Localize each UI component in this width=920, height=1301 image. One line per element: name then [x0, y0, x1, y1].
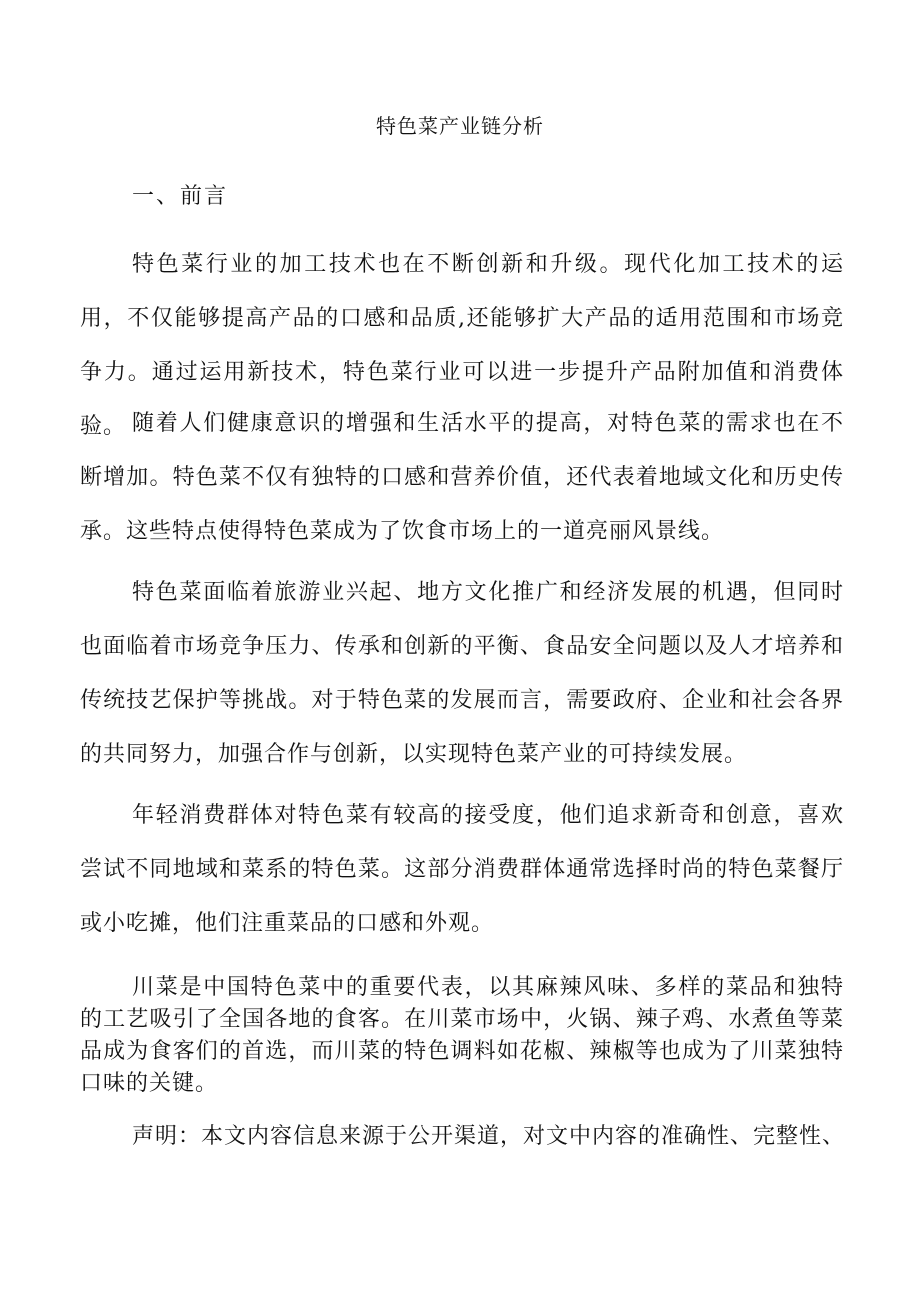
section-heading: 一、前言: [132, 184, 229, 209]
paragraph-disclaimer: 声明：本文内容信息来源于公开渠道，对文中内容的准确性、完整性、: [132, 1124, 846, 1149]
paragraph-sichuan-cuisine: 川菜是中国特色菜中的重要代表，以其麻辣风味、多样的菜品和独特的工艺吸引了全国各地的食客。在川菜市场中，火锅、辣子鸡、水煮鱼等菜品成为食客们的首选，而川菜的特色调料如花椒、辣椒等也成为了川菜独特口味的关键。: [80, 975, 844, 1096]
paragraph-demand-growth: 随着人们健康意识的增强和生活水平的提高，对特色菜的需求也在不断增加。特色菜不仅有独特的口感和营养价值，还代表着地域文化和历史传承。这些特点使得特色菜成为了饮食市场上的一道亮丽风景线。: [80, 411, 844, 544]
paragraph-opportunities-challenges: 特色菜面临着旅游业兴起、地方文化推广和经济发展的机遇，但同时也面临着市场竞争压力、传承和创新的平衡、食品安全问题以及人才培养和传统技艺保护等挑战。对于特色菜的发展而言，需要政府、企业和社会各界的共同努力，加强合作与创新，以实现特色菜产业的可持续发展。: [80, 580, 844, 767]
paragraph-processing-technology: 特色菜行业的加工技术也在不断创新和升级。现代化加工技术的运用，不仅能够提高产品的口感和品质,还能够扩大产品的适用范围和市场竞争力。通过运用新技术，特色菜行业可以进一步提升产品附加值和消费体验。: [80, 252, 844, 439]
paragraph-young-consumers: 年轻消费群体对特色菜有较高的接受度，他们追求新奇和创意，喜欢尝试不同地域和菜系的特色菜。这部分消费群体通常选择时尚的特色菜餐厅或小吃摊，他们注重菜品的口感和外观。: [80, 803, 844, 936]
document-title: 特色菜产业链分析: [376, 114, 544, 138]
